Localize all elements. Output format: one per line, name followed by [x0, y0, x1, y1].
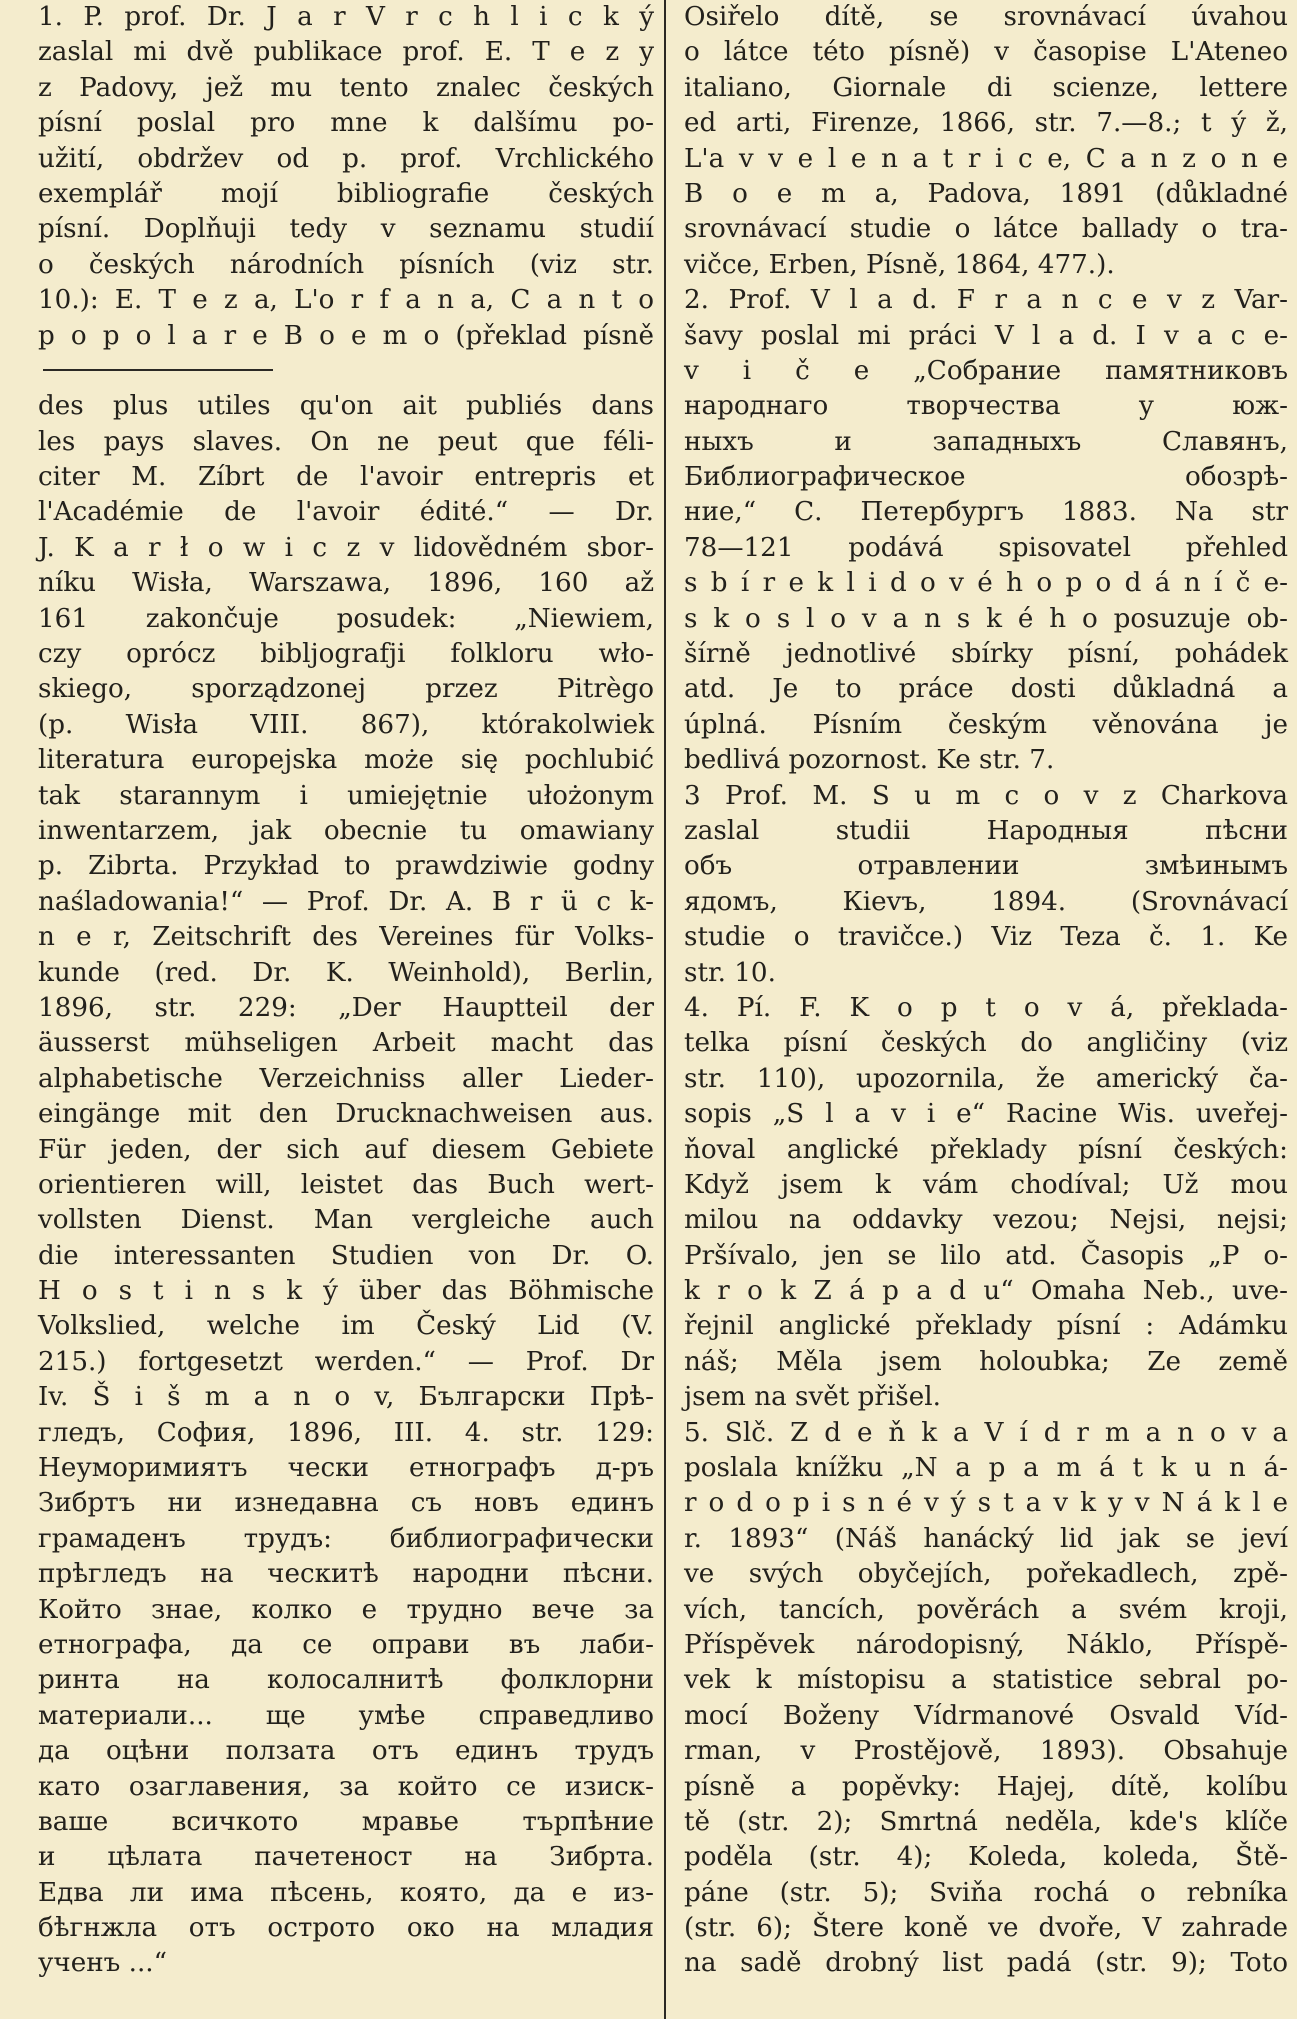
left-column — [38, 0, 654, 1982]
text-line: ваше всичкото мравье търпѣние — [38, 1806, 654, 1837]
text-line: atd. Je to práce dosti důkladná a — [684, 674, 1288, 705]
text-line: грамаденъ трудъ: библиографически — [38, 1523, 654, 1554]
text-line: srovnávací studie o látce ballady o tra- — [684, 214, 1288, 245]
text-line: p. Zibrta. Przykład to prawdziwie godny — [38, 851, 654, 882]
text-line: bedlivá pozornost. Ke str. 7. — [684, 745, 1055, 776]
text-line: ed arti, Firenze, 1866, str. 7.—8.; t ý ž, — [684, 108, 1288, 139]
text-line: eingänge mit den Drucknachweisen aus. — [38, 1099, 654, 1130]
text-line: mocí Boženy Vídrmanové Osvald Víd- — [684, 1700, 1288, 1731]
text-line: naśladowania!“ — Prof. Dr. A. B r ü c k- — [38, 886, 654, 917]
text-line: s k o s l o v a n s k é h o posuzuje ob- — [684, 603, 1288, 634]
text-line: kunde (red. Dr. K. Weinhold), Berlin, — [38, 957, 654, 988]
text-line: Pršívalo, jen se lilo atd. Časopis „P o- — [684, 1240, 1288, 1271]
text-line: Зибртъ ни изнедавна съ новъ единъ — [38, 1488, 654, 1519]
text-line: 5. Slč. Z d e ň k a V í d r m a n o v a — [684, 1417, 1288, 1448]
text-line: skiego, sporządzonej przez Pitrègo — [38, 674, 654, 705]
text-line: p o p o l a r e B o e m o (překlad písně — [38, 320, 654, 351]
text-line: материали... ще умѣе справедливо — [38, 1700, 654, 1731]
text-line: tě (str. 2); Smrtná neděla, kde's klíče — [684, 1806, 1288, 1837]
text-line: o látce této písně) v časopise L'Ateneo — [684, 37, 1288, 68]
text-line: jsem na svět přišel. — [684, 1382, 941, 1413]
text-line: die interessanten Studien von Dr. O. — [38, 1240, 654, 1271]
text-line: H o s t i n s k ý über das Böhmische — [38, 1276, 654, 1307]
text-line: прѣгледъ на ческитѣ народни пѣсни. — [38, 1559, 654, 1590]
text-line: náš; Měla jsem holoubka; Ze země — [684, 1346, 1288, 1377]
text-line: vollsten Dienst. Man vergleiche auch — [38, 1205, 654, 1236]
text-line: ňoval anglické překlady písní českých: — [684, 1134, 1288, 1165]
text-line: объ отравлении змѣинымъ — [684, 851, 1288, 882]
text-line: vích, tancích, pověrách a svém kroji, — [684, 1594, 1288, 1625]
text-line: orientieren will, leistet das Buch wert- — [38, 1169, 654, 1200]
text-line: 215.) fortgesetzt werden.“ — Prof. Dr — [38, 1346, 654, 1377]
text-line: poděla (str. 4); Koleda, koleda, Ště- — [684, 1842, 1288, 1873]
text-line: Volkslied, welche im Český Lid (V. — [38, 1311, 654, 1342]
footnote-separator — [38, 354, 654, 389]
text-line: zaslal mi dvě publikace prof. E. T e z y — [38, 37, 654, 68]
text-line: 1896, str. 229: „Der Hauptteil der — [38, 992, 654, 1023]
text-line: Който знае, колко е трудно вече за — [38, 1594, 654, 1625]
text-line: alphabetische Verzeichniss aller Lieder- — [38, 1063, 654, 1094]
text-line: 1. P. prof. Dr. J a r V r c h l i c k ý — [38, 2, 654, 32]
text-line: 4. Pí. F. K o p t o v á, překlada- — [684, 992, 1288, 1023]
text-line: ринта на колосалнитѣ фолклорни — [38, 1665, 654, 1696]
text-line: v i č e „Собрание памятниковъ — [684, 355, 1288, 386]
text-line: 3 Prof. M. S u m c o v z Charkova — [684, 780, 1288, 811]
text-line: les pays slaves. On ne peut que féli- — [38, 426, 654, 457]
text-line: бѣгнжла отъ острото око на младия — [38, 1913, 654, 1944]
text-line: vičce, Erben, Písně, 1864, 477.). — [684, 249, 1115, 280]
text-line: str. 110), upozornila, že americký ča- — [684, 1063, 1288, 1094]
text-line: J. K a r ł o w i c z v lidovědném sbor- — [38, 532, 654, 563]
text-line: studie o travičce.) Viz Teza č. 1. Ke — [684, 922, 1288, 953]
text-line: šavy poslal mi práci V l a d. I v a c e- — [684, 320, 1288, 351]
text-line: páne (str. 5); Sviňa rochá o rebníka — [684, 1877, 1288, 1908]
text-line: r o d o p i s n é v ý s t a v k y v N á k l e — [684, 1488, 1288, 1519]
text-line: народнаго творчества у юж- — [684, 391, 1288, 422]
text-line: гледъ, София, 1896, III. 4. str. 129: — [38, 1417, 654, 1448]
text-line: (str. 6); Štere koně ve dvoře, V zahrade — [684, 1913, 1288, 1944]
text-line: 2. Prof. V l a d. F r a n c e v z Var- — [684, 285, 1288, 316]
text-line: exemplář mojí bibliografie českých — [38, 178, 654, 209]
right-column — [684, 0, 1288, 1982]
text-line: и цѣлата пачетеност на Зибрта. — [38, 1842, 654, 1873]
text-line: 78—121 podává spisovatel přehled — [684, 532, 1288, 563]
text-line: z Padovy, jež mu tento znalec českých — [38, 72, 654, 103]
text-line: písně a popěvky: Hajej, dítě, kolíbu — [684, 1771, 1288, 1802]
text-line: s b í r e k l i d o v é h o p o d á n í č e- — [684, 568, 1288, 599]
text-line: níku Wisła, Warszawa, 1896, 160 až — [38, 568, 654, 599]
text-line: úplná. Písním českým věnována je — [684, 709, 1288, 740]
text-line: tak starannym i umiejętnie ułożonym — [38, 780, 654, 811]
text-line: äusserst mühseligen Arbeit macht das — [38, 1028, 654, 1059]
text-line: citer M. Zíbrt de l'avoir entrepris et — [38, 462, 654, 493]
text-line: Příspěvek národopisný, Náklo, Příspě- — [684, 1629, 1288, 1660]
text-line: italiano, Giornale di scienze, lettere — [684, 72, 1288, 103]
text-line: ve svých obyčejích, pořekadlech, zpě- — [684, 1559, 1288, 1590]
text-line: Едва ли има пѣсень, която, да е из- — [38, 1877, 654, 1908]
text-line: Библиографическое обозрѣ- — [684, 462, 1288, 493]
text-line: rman, v Prostějově, 1893). Obsahuje — [684, 1736, 1288, 1767]
text-line: des plus utiles qu'on ait publiés dans — [38, 391, 654, 422]
text-line: řejnil anglické překlady písní : Adámku — [684, 1311, 1288, 1342]
text-line: l'Académie de l'avoir édité.“ — Dr. — [38, 497, 654, 528]
text-line: Když jsem k vám chodíval; Už mou — [684, 1169, 1288, 1200]
text-line: str. 10. — [684, 957, 776, 988]
column-divider — [664, 0, 666, 2019]
text-line: ныхъ и западныхъ Славянъ, — [684, 426, 1288, 457]
text-line: етнографа, да се оправи въ лаби- — [38, 1629, 654, 1660]
text-line: 161 zakončuje posudek: „Niewiem, — [38, 603, 654, 634]
text-line: písní poslal pro mne k dalšímu po- — [38, 108, 654, 139]
text-line: Неуморимиятъ чески етнографъ д-ръ — [38, 1453, 654, 1484]
text-line: B o e m a, Padova, 1891 (důkladné — [684, 178, 1288, 209]
text-line: Osiřelo dítě, se srovnávací úvahou — [684, 2, 1288, 32]
text-line: czy oprócz bibljografji folkloru wło- — [38, 639, 654, 670]
text-line: да оцѣни ползата отъ единъ трудъ — [38, 1736, 654, 1767]
text-line: o českých národních písních (viz str. — [38, 249, 654, 280]
text-line: sopis „S l a v i e“ Racine Wis. uveřej- — [684, 1099, 1288, 1130]
text-line: (p. Wisła VIII. 867), którakolwiek — [38, 709, 654, 740]
text-line: poslala knížku „N a p a m á t k u n á- — [684, 1453, 1288, 1484]
text-line: ученъ ...“ — [38, 1948, 168, 1979]
text-line: n e r, Zeitschrift des Vereines für Volks- — [38, 922, 654, 953]
text-line: telka písní českých do angličiny (viz — [684, 1028, 1288, 1059]
text-line: 10.): E. T e z a, L'o r f a n a, C a n t o — [38, 285, 654, 316]
text-line: zaslal studii Народныя пѣсни — [684, 815, 1288, 846]
text-line: milou na oddavky vezou; Nejsi, nejsi; — [684, 1205, 1288, 1236]
text-line: písní. Doplňuji tedy v seznamu studií — [38, 214, 654, 245]
text-line: užití, obdržev od p. prof. Vrchlického — [38, 143, 654, 174]
text-line: ядомъ, Кievъ, 1894. (Srovnávací — [684, 886, 1288, 917]
text-line: L'a v v e l e n a t r i c e, C a n z o n e — [684, 143, 1288, 174]
text-line: literatura europejska może się pochlubić — [38, 745, 654, 776]
text-line: Iv. Š i š m a n o v, Български Прѣ- — [38, 1382, 654, 1413]
text-line: šírně jednotlivé sbírky písní, pohádek — [684, 639, 1288, 670]
text-line: r. 1893“ (Náš hanácký lid jak se jeví — [684, 1523, 1288, 1554]
text-line: k r o k Z á p a d u“ Omaha Neb., uve- — [684, 1276, 1288, 1307]
text-line: inwentarzem, jak obecnie tu omawiany — [38, 815, 654, 846]
text-line: Für jeden, der sich auf diesem Gebiete — [38, 1134, 654, 1165]
text-line: ние,“ С. Петербургъ 1883. Na str — [684, 497, 1288, 528]
text-line: vek k místopisu a statistice sebral po- — [684, 1665, 1288, 1696]
text-line: като озаглавения, за който се изиск- — [38, 1771, 654, 1802]
text-line: na sadě drobný list padá (str. 9); Toto — [684, 1948, 1288, 1979]
